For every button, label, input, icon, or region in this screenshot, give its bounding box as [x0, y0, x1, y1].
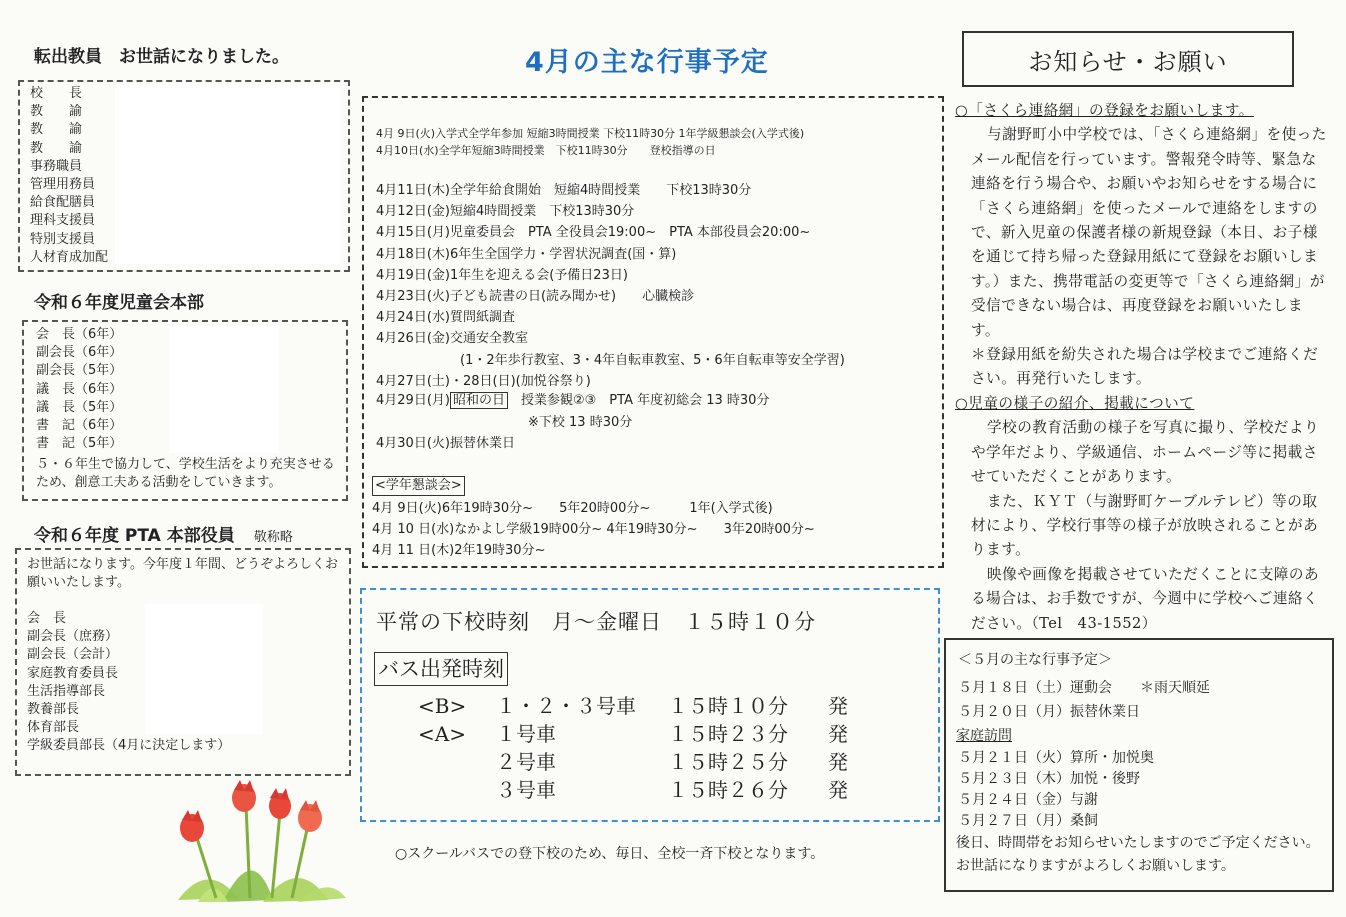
bus-dep: 発 [828, 778, 848, 802]
event-line: 4月18日(木)6年生全国学力・学習状況調査(国・算) [376, 246, 677, 262]
event-line: 4月10日(水)全学年短縮3時間授業 下校11時30分 登校指導の日 [376, 144, 716, 157]
dismissal-time: 平常の下校時刻 月～金曜日 １５時１０分 [376, 610, 816, 634]
bus-label: バス出発時刻 [374, 652, 508, 686]
council-role: 議 長（5年） [36, 399, 123, 415]
event-line: 4月11日(木)全学年給食開始 短縮4時間授業 下校13時30分 [376, 183, 752, 198]
council-role: 副会長（5年） [36, 363, 123, 379]
bus-row [418, 748, 868, 776]
photo-para-3: 映像や画像を掲載させていただくことに支障のある場合は、お手数ですが、今週中に学校へご連絡ください。（Tel 43-1552） [971, 565, 1320, 632]
council-role: 会 長（6年） [36, 327, 123, 342]
event-apr29 [376, 390, 769, 411]
home-visit: ５月２３日（木）加悦・後野 [958, 771, 1140, 787]
staff-role: 特別支援員 [30, 231, 96, 247]
home-visit-list [958, 748, 1154, 832]
event-line: 4月23日(火)子ども読書の日(読み聞かせ) 心臓検診 [376, 289, 695, 305]
may-events-box [944, 638, 1334, 892]
event-line: 4月 9日(火)入学式全学年参加 短縮3時間授業 下校11時30分 1年学級懇談会(入学式後) [376, 127, 805, 140]
tulip-illustration [168, 780, 348, 905]
pta-role: 副会長（会計） [27, 647, 119, 663]
pta-role: 教養部長 [27, 702, 80, 718]
photo-heading: ○児童の様子の紹介、掲載について [955, 394, 1195, 412]
bus-group: <B> [418, 694, 467, 718]
staff-role: 教 諭 [30, 140, 83, 156]
staff-role: 教 諭 [30, 104, 83, 120]
pta-role: 学級委員部長（4月に決定します） [27, 738, 231, 754]
april-events-box [362, 96, 944, 568]
events-top-list [376, 125, 804, 159]
staff-role: 人材育成加配 [30, 249, 109, 265]
bus-car: ３号車 [496, 778, 556, 802]
event-line: 4月19日(金)1年生を迎える会(予備日23日) [376, 267, 628, 283]
meetings-list [372, 498, 815, 562]
center-title: 4月の主な行事予定 [525, 47, 769, 78]
bus-dep: 発 [828, 750, 848, 774]
staff-role: 給食配膳員 [30, 195, 96, 211]
apr29-detail: 授業参観②③ PTA 年度初総会 13 時30分 [521, 393, 770, 408]
pta-role: 会 長 [27, 611, 67, 626]
sakura-body: 与謝野町小中学校では、「さくら連絡網」を使ったメール配信を行っています。警報発令時等、緊急な連絡を行う場合や、お願いやお知らせをする場合に「さくら連絡網」を使ったメールで連絡をしますので、新入児童の保護者様の新規登録（本日、お子様を通じて持ち帰った登録用紙にて登録をお願いします。）また、携帯電話の変更等で「さくら連絡網」が受信できない場合は、再度登録をお願いいたします。 [971, 126, 1327, 339]
pta-title-row [34, 521, 293, 546]
events-list [376, 180, 845, 392]
home-visit: ５月２１日（火）算所・加悦奥 [958, 750, 1154, 766]
home-visit: ５月２４日（金）与謝 [958, 792, 1098, 808]
council-title: 令和６年度児童会本部 [34, 293, 204, 313]
bus-car: １・２・３号車 [496, 694, 636, 718]
event-line: (1・2年歩行教室、3・4年自転車教室、5・6年自転車等安全学習) [460, 352, 845, 368]
council-role: 副会長（6年） [36, 345, 123, 361]
home-visit: ５月２７日（月）桑飼 [958, 813, 1098, 829]
bus-time: １５時２５分 [668, 750, 788, 774]
may-event: ５月１８日（土）運動会 ＊雨天順延 [958, 680, 1210, 696]
redacted-names [169, 325, 279, 453]
meeting-line: 4月 11 日(木)2年19時30分~ [372, 543, 546, 559]
bus-row [418, 776, 868, 804]
staff-role: 管理用務員 [30, 177, 96, 193]
council-box [22, 320, 348, 501]
photo-para-2: また、ＫＹＴ（与謝野町ケーブルテレビ）等の取材により、学校行事等の様子が放映されることがあります。 [971, 492, 1319, 559]
council-role: 書 記（6年） [36, 418, 123, 434]
bus-time: １５時２３分 [668, 722, 788, 746]
redacted-names [145, 604, 263, 734]
pta-role: 体育部長 [27, 720, 80, 736]
apr29-note: ※下校 13 時30分 [528, 415, 633, 430]
council-roles-list [36, 326, 122, 453]
pta-role: 家庭教育委員長 [27, 665, 119, 681]
notice-body [955, 99, 1330, 636]
staff-role: 理科支援員 [30, 213, 96, 229]
event-line: 4月12日(金)短縮4時間授業 下校13時30分 [376, 204, 635, 220]
bus-time: １５時１０分 [668, 694, 788, 718]
event-apr30: 4月30日(火)振替休業日 [376, 436, 515, 451]
pta-box [15, 548, 351, 776]
pta-greeting: お世話になります。今年度１年間、どうぞよろしくお願いいたします。 [27, 557, 338, 591]
transfer-title: 転出教員 お世話になりました。 [34, 47, 289, 67]
meeting-label: <学年懇談会> [372, 476, 465, 496]
council-note: ５・６年生で協力して、学校生活をより充実させるため、創意工夫ある活動をしていきます。 [36, 457, 335, 491]
event-line: 4月15日(月)児童委員会 PTA 全役員会19:00~ PTA 本部役員会20:00~ [376, 225, 811, 241]
bus-time: １５時２６分 [668, 778, 788, 802]
council-role: 書 記（5年） [36, 436, 123, 452]
transfer-staff-box [18, 80, 350, 272]
may-events-list [958, 676, 1210, 724]
bus-table [418, 692, 868, 804]
tulip-flowers [180, 780, 322, 842]
pta-role: 副会長（庶務） [27, 629, 119, 645]
tulip-leaves [178, 870, 346, 902]
bus-group [418, 748, 496, 776]
bus-footnote: ○スクールバスでの登下校のため、毎日、全校一斉下校となります。 [395, 846, 825, 862]
transfer-roles-list [30, 85, 108, 267]
sakura-note: ＊登録用紙を紛失された場合は学校までご連絡ください。再発行いたします。 [971, 346, 1319, 388]
home-visit-label: 家庭訪問 [956, 728, 1012, 744]
pta-role: 生活指導部長 [27, 683, 106, 699]
event-line: 4月26日(金)交通安全教室 [376, 331, 528, 347]
pta-title-suffix: 敬称略 [253, 530, 293, 545]
bus-row [418, 720, 868, 748]
staff-role: 事務職員 [30, 158, 83, 174]
bus-car: １号車 [496, 722, 556, 746]
bus-car: ２号車 [496, 750, 556, 774]
bus-schedule-box [360, 588, 940, 822]
sakura-heading: ○「さくら連絡網」の登録をお願いします。 [955, 102, 1254, 119]
bus-row [418, 692, 868, 720]
may-title: ＜５月の主な行事予定＞ [958, 652, 1112, 668]
may-event: ５月２０日（月）振替休業日 [958, 704, 1140, 720]
council-role: 議 長（6年） [36, 381, 123, 397]
showa-day-box: 昭和の日 [450, 392, 508, 409]
staff-role: 校 長 [30, 86, 83, 101]
bus-dep: 発 [828, 694, 848, 718]
bus-dep: 発 [828, 722, 848, 746]
apr29-date: 4月29日(月) [376, 393, 450, 408]
meeting-line: 4月 10 日(水)なかよし学級19時00分~ 4年19時30分~ 3年20時00分~ [372, 522, 815, 538]
event-line: 4月24日(水)質問紙調査 [376, 310, 515, 326]
notice-title: お知らせ・お願い [962, 31, 1294, 87]
event-line: 4月27日(土)・28日(日)(加悦谷祭り) [376, 373, 591, 389]
redacted-names [115, 84, 340, 264]
bus-group: <A> [418, 722, 466, 746]
pta-title: 令和６年度 PTA 本部役員 [34, 526, 235, 546]
meeting-line: 4月 9日(火)6年19時30分~ 5年20時00分~ 1年(入学式後) [372, 501, 773, 516]
photo-para-1: 学校の教育活動の様子を写真に撮り、学校だよりや学年だより、学級通信、ホームページ等に掲載させていただくことがあります。 [971, 419, 1320, 486]
staff-role: 教 諭 [30, 122, 83, 138]
bus-group [418, 776, 496, 804]
may-note: 後日、時間帯をお知らせいたしますのでご予定ください。お世話になりますがよろしくお願いします。 [956, 835, 1320, 874]
